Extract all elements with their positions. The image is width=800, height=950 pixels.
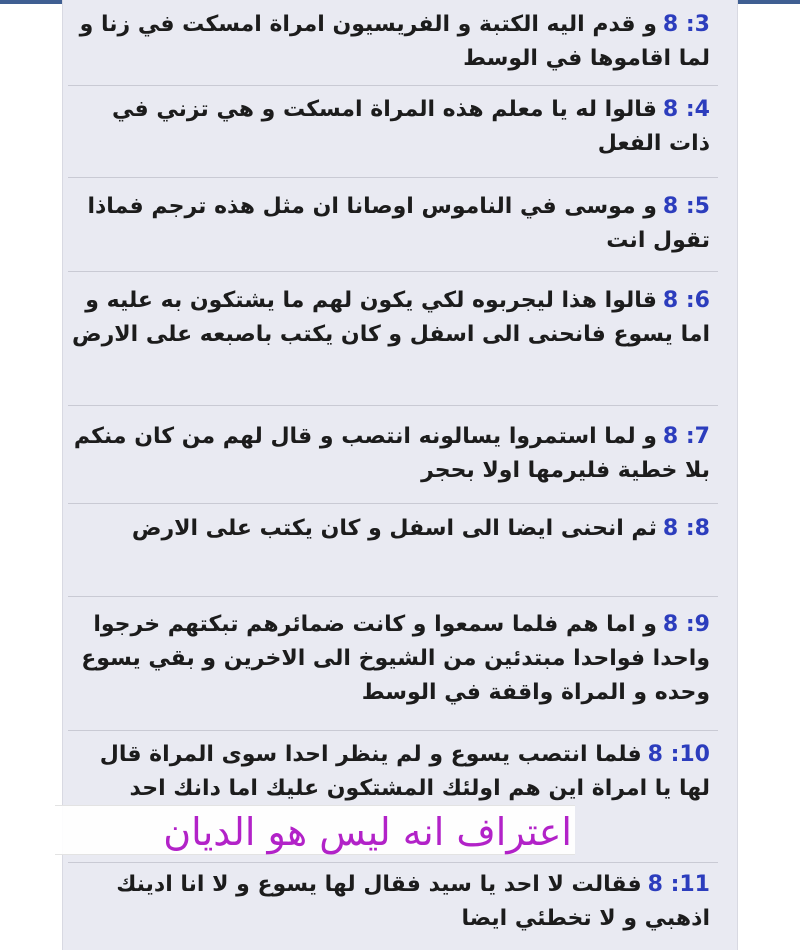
verse-reference[interactable]: 8 :6 <box>662 288 710 313</box>
verse-item <box>70 608 710 710</box>
verse-reference[interactable]: 8 :10 <box>647 742 710 767</box>
verse-text: قالوا هذا ليجربوه لكي يكون لهم ما يشتكون به عليه و اما يسوع فانحنى الى اسفل و كان يكتب باصبعه على الارض <box>71 288 710 347</box>
verse-item <box>70 420 710 488</box>
verse-text: فقالت لا احد يا سيد فقال لها يسوع و لا انا ادينك اذهبي و لا تخطئي ايضا <box>116 872 710 931</box>
verse-item <box>70 738 710 806</box>
verse-item <box>70 512 710 546</box>
verse-reference[interactable]: 8 :8 <box>662 516 710 541</box>
verse-reference[interactable]: 8 :11 <box>647 872 710 897</box>
divider <box>68 177 718 178</box>
verse-reference[interactable]: 8 :5 <box>662 194 710 219</box>
divider <box>68 503 718 504</box>
verse-reference[interactable]: 8 :9 <box>662 612 710 637</box>
overlay-caption: اعتراف انه ليس هو الديان <box>163 810 572 854</box>
divider <box>68 85 718 86</box>
verse-text: قالوا له يا معلم هذه المراة امسكت و هي تزني في ذات الفعل <box>112 97 710 156</box>
verse-item <box>70 8 710 76</box>
verse-item <box>70 868 710 936</box>
divider <box>68 405 718 406</box>
verse-reference[interactable]: 8 :4 <box>662 97 710 122</box>
divider <box>68 271 718 272</box>
verse-reference[interactable]: 8 :3 <box>662 12 710 37</box>
verse-text: و اما هم فلما سمعوا و كانت ضمائرهم تبكتهم خرجوا واحدا فواحدا مبتدئين من الشيوخ الى الاخرين و بقي يسوع وحده و المراة واقفة في الوسط <box>81 612 710 705</box>
verse-item <box>70 93 710 161</box>
verse-text: و قدم اليه الكتبة و الفريسيون امراة امسكت في زنا و لما اقاموها في الوسط <box>79 12 710 71</box>
divider <box>68 862 718 863</box>
divider <box>68 730 718 731</box>
verse-item <box>70 190 710 258</box>
verse-reference[interactable]: 8 :7 <box>662 424 710 449</box>
verse-text: ثم انحنى ايضا الى اسفل و كان يكتب على الارض <box>131 516 657 541</box>
verse-text: فلما انتصب يسوع و لم ينظر احدا سوى المراة قال لها يا امراة اين هم اولئك المشتكون عليك اما دانك احد <box>99 742 710 801</box>
verse-text: و موسى في الناموس اوصانا ان مثل هذه ترجم فماذا تقول انت <box>87 194 710 253</box>
verse-item <box>70 284 710 352</box>
verse-text: و لما استمروا يسالونه انتصب و قال لهم من كان منكم بلا خطية فليرمها اولا بحجر <box>73 424 710 483</box>
divider <box>68 596 718 597</box>
